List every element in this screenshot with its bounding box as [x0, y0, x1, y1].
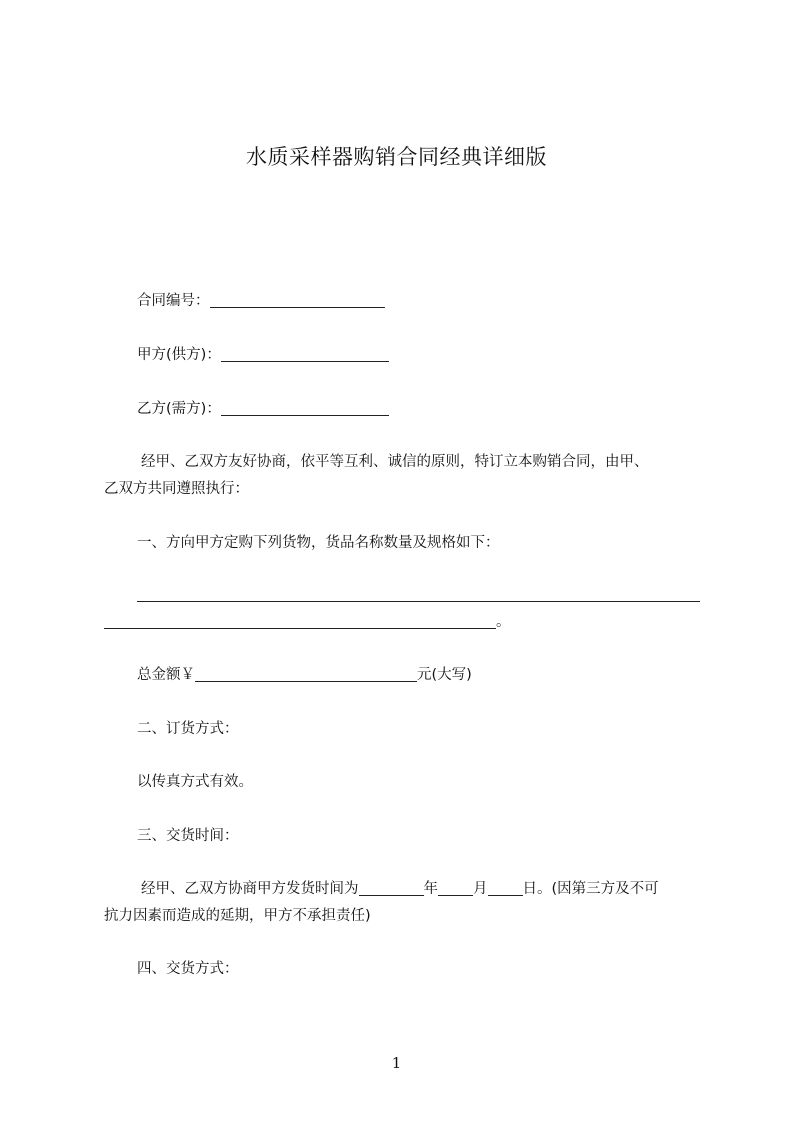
- page-number: 1: [391, 1054, 402, 1072]
- goods-period: 。: [496, 614, 511, 630]
- section-4-heading: 四、交货方式：: [137, 961, 239, 977]
- goods-blank-line-2: [104, 611, 511, 633]
- contract-number-blank[interactable]: [210, 291, 385, 308]
- section-3-heading: 三、交货时间：: [137, 828, 239, 844]
- delivery-year-label: 年: [423, 881, 438, 897]
- goods-blank-2[interactable]: [104, 612, 496, 629]
- total-amount-label: 总金额￥: [137, 667, 195, 683]
- party-b-line: [137, 398, 389, 420]
- intro-line-1: 经甲、乙双方友好协商，依平等互利、诚信的原则，特订立本购销合同，由甲、: [141, 454, 649, 470]
- delivery-month-label: 月: [473, 881, 488, 897]
- party-b-blank[interactable]: [221, 399, 389, 416]
- delivery-month-blank[interactable]: [438, 879, 473, 896]
- goods-blank-1[interactable]: [137, 585, 700, 602]
- delivery-day-label: 日。(因第三方及不可: [522, 881, 659, 897]
- delivery-time-line-2: 抗力因素而造成的延期，甲方不承担责任): [104, 908, 371, 924]
- contract-number-line: [137, 290, 385, 312]
- delivery-time-prefix: 经甲、乙双方协商甲方发货时间为: [141, 881, 359, 897]
- total-amount-suffix: 元(大写): [417, 667, 472, 683]
- total-amount-blank[interactable]: [195, 665, 417, 682]
- section-2-heading: 二、订货方式：: [137, 721, 239, 737]
- delivery-day-blank[interactable]: [488, 879, 523, 896]
- contract-number-label: 合同编号：: [137, 293, 210, 309]
- party-a-label: 甲方(供方)：: [137, 347, 221, 363]
- delivery-year-blank[interactable]: [359, 879, 424, 896]
- intro-line-2: 乙双方共同遵照执行：: [104, 481, 249, 497]
- party-b-label: 乙方(需方)：: [137, 401, 221, 417]
- delivery-time-line-1: [141, 878, 659, 900]
- document-title: 水质采样器购销合同经典详细版: [246, 145, 547, 169]
- goods-blank-line-1: [137, 584, 700, 606]
- party-a-line: [137, 344, 389, 366]
- section-2-body: 以传真方式有效。: [137, 774, 253, 790]
- total-amount-line: [137, 664, 472, 686]
- party-a-blank[interactable]: [221, 345, 389, 362]
- section-1-heading: 一、方向甲方定购下列货物，货品名称数量及规格如下：: [137, 535, 500, 551]
